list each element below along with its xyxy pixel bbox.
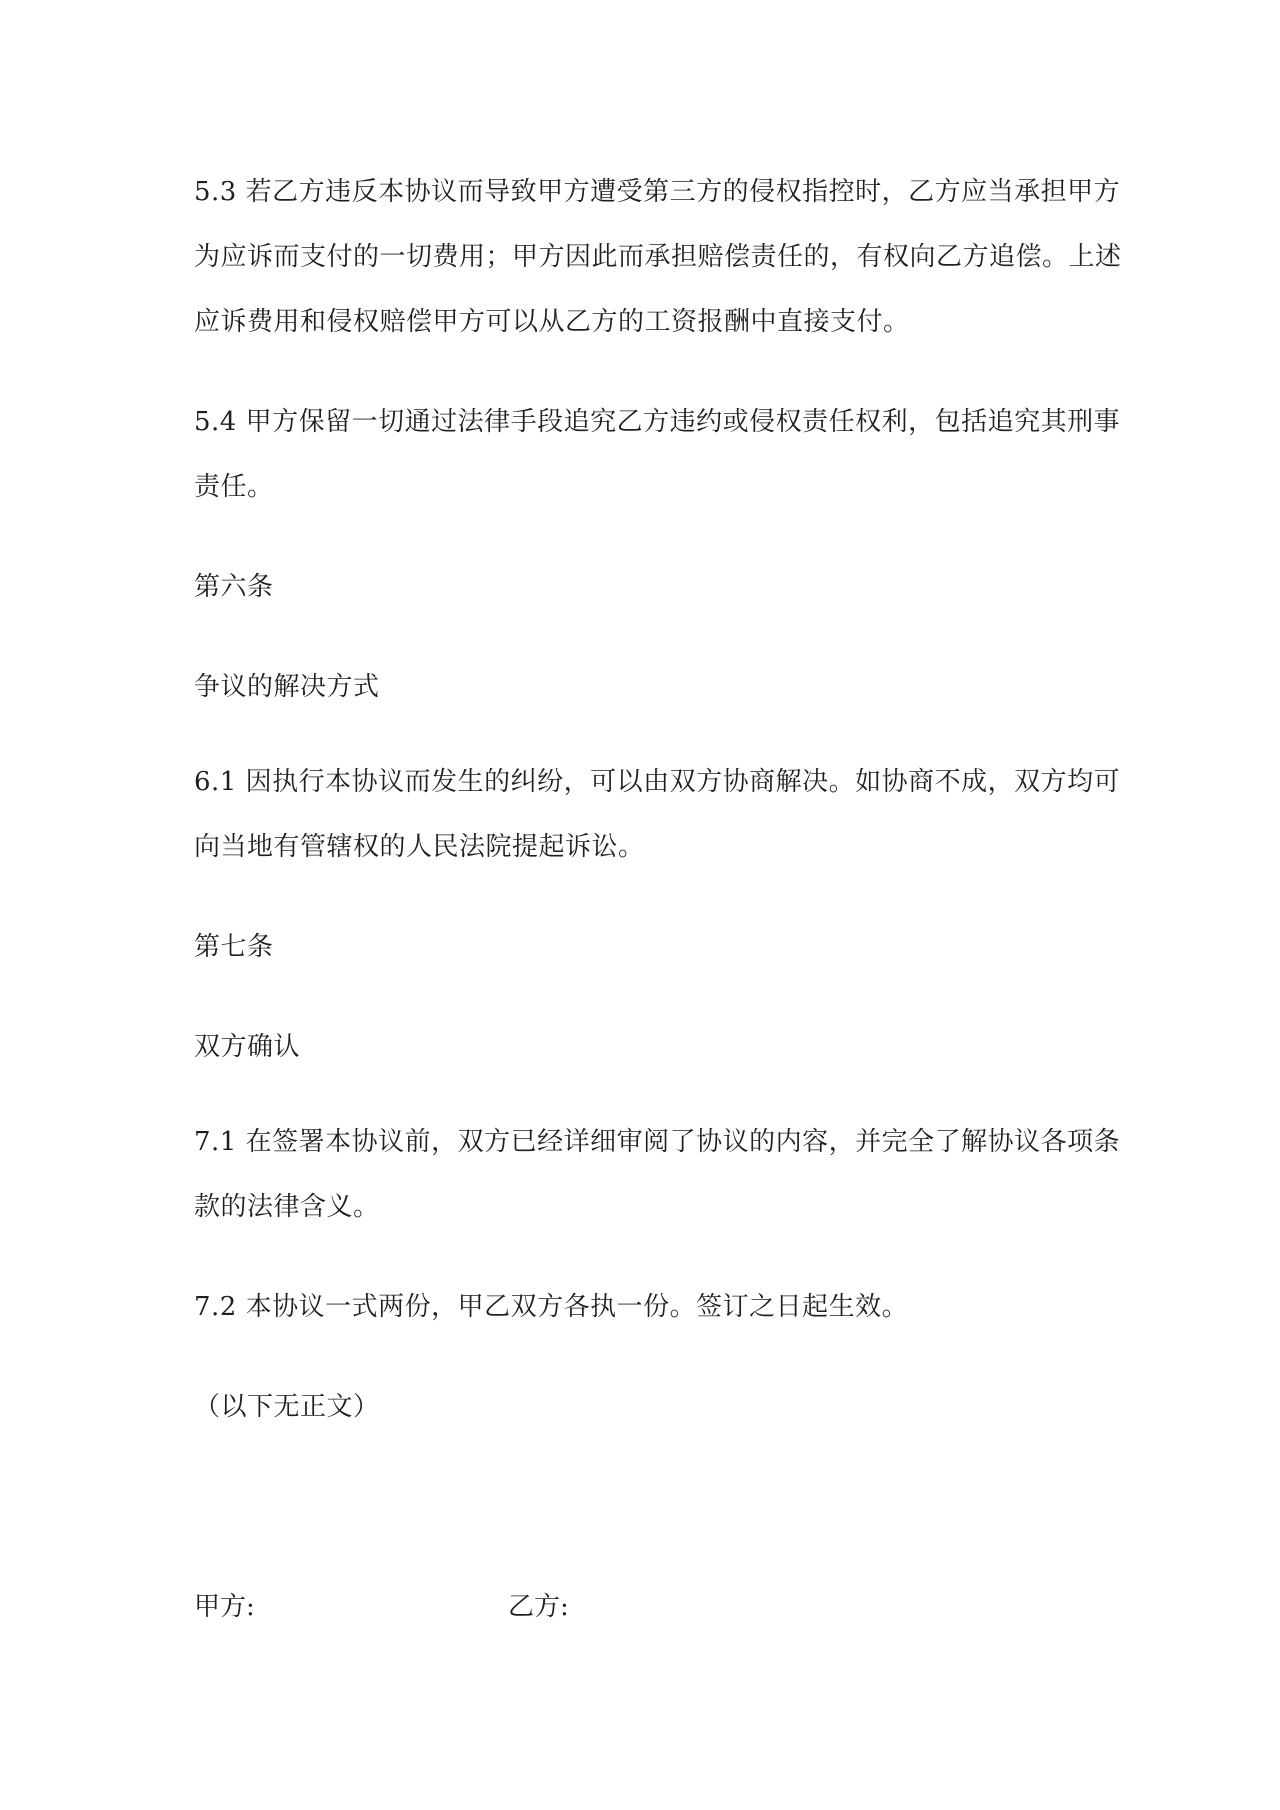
end-note: （以下无正文） (194, 1392, 380, 1422)
clause-5-3-line-2: 为应诉而支付的一切费用；甲方因此而承担赔偿责任的，有权向乙方追偿。上述 (194, 242, 1122, 272)
article-6-title: 争议的解决方式 (194, 672, 380, 702)
article-6-heading: 第六条 (194, 572, 274, 602)
clause-5-3-line-3: 应诉费用和侵权赔偿甲方可以从乙方的工资报酬中直接支付。 (194, 307, 910, 337)
clause-6-1-line-1: 6.1 因执行本协议而发生的纠纷，可以由双方协商解决。如协商不成，双方均可 (194, 767, 1121, 797)
party-a-signature-label: 甲方: (194, 1592, 255, 1622)
clause-5-4-line-2: 责任。 (194, 472, 274, 502)
article-7-heading: 第七条 (194, 932, 274, 962)
clause-6-1-line-2: 向当地有管辖权的人民法院提起诉讼。 (194, 832, 645, 862)
clause-5-4-line-1: 5.4 甲方保留一切通过法律手段追究乙方违约或侵权责任权利，包括追究其刑事 (194, 407, 1121, 437)
clause-7-1-line-1: 7.1 在签署本协议前，双方已经详细审阅了协议的内容，并完全了解协议各项条 (194, 1127, 1121, 1157)
article-7-title: 双方确认 (194, 1032, 301, 1062)
clause-5-3-line-1: 5.3 若乙方违反本协议而导致甲方遭受第三方的侵权指控时，乙方应当承担甲方 (194, 177, 1121, 207)
clause-7-2-line-1: 7.2 本协议一式两份，甲乙双方各执一份。签订之日起生效。 (194, 1292, 909, 1322)
clause-7-1-line-2: 款的法律含义。 (194, 1192, 380, 1222)
party-b-signature-label: 乙方: (508, 1592, 569, 1622)
